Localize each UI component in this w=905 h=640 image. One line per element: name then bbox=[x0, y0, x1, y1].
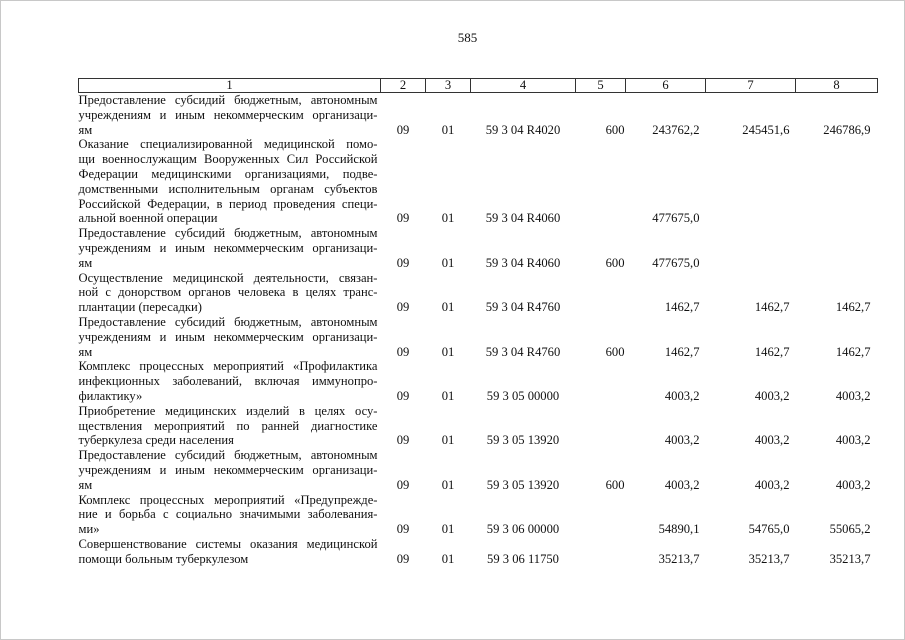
subsection-code: 01 bbox=[441, 477, 455, 492]
description-line: домственными исполнительным органам субъектов bbox=[78, 181, 378, 196]
subsection-code: 01 bbox=[441, 551, 455, 566]
row-description bbox=[79, 315, 381, 359]
expense-type-code: 600 bbox=[605, 477, 625, 492]
section-code: 09 bbox=[396, 522, 410, 537]
expense-type-code: 600 bbox=[605, 255, 625, 270]
description-line: ям bbox=[78, 122, 93, 137]
row-description bbox=[79, 271, 381, 315]
budget-table bbox=[78, 78, 878, 567]
description-line: Комплекс процессных мероприятий «Профилактика bbox=[78, 359, 378, 374]
target-article-code: 59 3 06 11750 bbox=[487, 551, 559, 566]
target-article-code: 59 3 06 00000 bbox=[486, 522, 560, 537]
description-line: помощи больным туберкулезом bbox=[78, 551, 249, 566]
amount-year-2: 1462,7 bbox=[754, 344, 790, 359]
amount-year-1: 1462,7 bbox=[664, 300, 700, 315]
amount-year-2: 4003,2 bbox=[754, 388, 790, 403]
amount-year-3: 246786,9 bbox=[823, 122, 871, 137]
row-description bbox=[79, 493, 381, 537]
amount-year-2: 245451,6 bbox=[742, 122, 790, 137]
description-line: Предоставление субсидий бюджетным, автономным bbox=[78, 314, 378, 329]
amount-year-3: 55065,2 bbox=[829, 522, 871, 537]
amount-year-3: 35213,7 bbox=[829, 551, 871, 566]
description-line: Осуществление медицинской деятельности, связан- bbox=[78, 270, 378, 285]
subsection-code: 01 bbox=[441, 344, 455, 359]
description-line: Предоставление субсидий бюджетным, автономным bbox=[78, 93, 378, 107]
row-description bbox=[79, 359, 381, 403]
amount-year-1: 243762,2 bbox=[652, 122, 700, 137]
amount-year-1: 477675,0 bbox=[652, 255, 700, 270]
section-code: 09 bbox=[396, 211, 410, 226]
row-description bbox=[79, 404, 381, 448]
amount-year-3: 4003,2 bbox=[835, 433, 871, 448]
description-line: филактику» bbox=[78, 388, 143, 403]
amount-year-2: 4003,2 bbox=[754, 433, 790, 448]
description-line: ми» bbox=[78, 522, 100, 537]
target-article-code: 59 3 05 13920 bbox=[486, 477, 560, 492]
subsection-code: 01 bbox=[441, 255, 455, 270]
column-header: 7 bbox=[706, 79, 796, 93]
row-description bbox=[79, 137, 381, 226]
amount-year-1: 54890,1 bbox=[658, 522, 700, 537]
target-article-code: 59 3 04 R4060 bbox=[485, 211, 561, 226]
description-line: ществления мероприятий по ранней диагностике bbox=[78, 418, 378, 433]
section-code: 09 bbox=[396, 388, 410, 403]
page-number: 585 bbox=[457, 30, 478, 45]
section-code: 09 bbox=[396, 255, 410, 270]
table-row bbox=[79, 359, 878, 403]
amount-year-2: 1462,7 bbox=[754, 300, 790, 315]
description-line: инфекционных заболеваний, включая иммунопро- bbox=[78, 374, 378, 389]
amount-year-1: 4003,2 bbox=[664, 433, 700, 448]
column-header: 4 bbox=[471, 79, 576, 93]
target-article-code: 59 3 04 R4760 bbox=[485, 300, 561, 315]
expense-type-code: 600 bbox=[605, 122, 625, 137]
expense-type-code: 600 bbox=[605, 344, 625, 359]
table-row bbox=[79, 137, 878, 226]
table-row bbox=[79, 404, 878, 448]
table-row bbox=[79, 448, 878, 492]
row-description bbox=[79, 226, 381, 270]
table-row bbox=[79, 226, 878, 270]
row-description bbox=[79, 448, 381, 492]
description-line: ям bbox=[78, 344, 93, 359]
column-header: 1 bbox=[79, 79, 381, 93]
section-code: 09 bbox=[396, 477, 410, 492]
row-description bbox=[79, 93, 381, 138]
amount-year-3: 4003,2 bbox=[835, 388, 871, 403]
header-row bbox=[79, 79, 878, 93]
expense-type-code bbox=[576, 404, 626, 448]
amount-year-3 bbox=[796, 137, 878, 226]
description-line: Комплекс процессных мероприятий «Предупрежде- bbox=[78, 492, 378, 507]
amount-year-1: 1462,7 bbox=[664, 344, 700, 359]
amount-year-3: 4003,2 bbox=[835, 477, 871, 492]
description-line: туберкулеза среди населения bbox=[78, 433, 234, 448]
description-line: учреждениям и иным некоммерческим организаци- bbox=[78, 462, 378, 477]
amount-year-2 bbox=[706, 137, 796, 226]
expense-type-code bbox=[576, 359, 626, 403]
amount-year-1: 4003,2 bbox=[664, 477, 700, 492]
amount-year-1: 4003,2 bbox=[664, 388, 700, 403]
table-row bbox=[79, 93, 878, 138]
description-line: Предоставление субсидий бюджетным, автономным bbox=[78, 226, 378, 241]
subsection-code: 01 bbox=[441, 122, 455, 137]
description-line: ям bbox=[78, 255, 93, 270]
target-article-code: 59 3 04 R4760 bbox=[485, 344, 561, 359]
amount-year-2: 35213,7 bbox=[748, 551, 790, 566]
subsection-code: 01 bbox=[441, 300, 455, 315]
description-line: плантации (пересадки) bbox=[78, 300, 202, 315]
subsection-code: 01 bbox=[441, 388, 455, 403]
description-line: учреждениям и иным некоммерческим организаци- bbox=[78, 240, 378, 255]
subsection-code: 01 bbox=[441, 522, 455, 537]
description-line: ям bbox=[78, 477, 93, 492]
expense-type-code bbox=[576, 137, 626, 226]
column-header: 5 bbox=[576, 79, 626, 93]
target-article-code: 59 3 05 13920 bbox=[486, 433, 560, 448]
expense-type-code bbox=[576, 537, 626, 567]
target-article-code: 59 3 04 R4020 bbox=[485, 122, 561, 137]
description-line: учреждениям и иным некоммерческим организаци- bbox=[78, 329, 378, 344]
section-code: 09 bbox=[396, 551, 410, 566]
amount-year-1: 35213,7 bbox=[658, 551, 700, 566]
subsection-code: 01 bbox=[441, 433, 455, 448]
section-code: 09 bbox=[396, 433, 410, 448]
description-line: щи военнослужащим Вооруженных Сил Российской bbox=[78, 152, 378, 167]
subsection-code: 01 bbox=[441, 211, 455, 226]
column-header: 3 bbox=[426, 79, 471, 93]
expense-type-code bbox=[576, 493, 626, 537]
amount-year-2: 54765,0 bbox=[748, 522, 790, 537]
row-description bbox=[79, 537, 381, 567]
amount-year-1: 477675,0 bbox=[652, 211, 700, 226]
description-line: Совершенствование системы оказания медицинской bbox=[78, 536, 378, 551]
section-code: 09 bbox=[396, 344, 410, 359]
amount-year-2 bbox=[706, 226, 796, 270]
column-header: 2 bbox=[381, 79, 426, 93]
table-row bbox=[79, 493, 878, 537]
target-article-code: 59 3 04 R4060 bbox=[485, 255, 561, 270]
amount-year-3 bbox=[796, 226, 878, 270]
description-line: Приобретение медицинских изделий в целях осу- bbox=[78, 403, 378, 418]
description-line: ние и борьба с социально значимыми заболевания- bbox=[78, 507, 378, 522]
column-header: 8 bbox=[796, 79, 878, 93]
column-header: 6 bbox=[626, 79, 706, 93]
expense-type-code bbox=[576, 271, 626, 315]
description-line: Оказание специализированной медицинской помо- bbox=[78, 137, 378, 152]
description-line: ной с донорством органов человека в целях транс- bbox=[78, 285, 378, 300]
amount-year-3: 1462,7 bbox=[835, 344, 871, 359]
section-code: 09 bbox=[396, 300, 410, 315]
description-line: Российской Федерации, в период проведения специ- bbox=[78, 196, 378, 211]
description-line: учреждениям и иным некоммерческим организаци- bbox=[78, 107, 378, 122]
description-line: Федерации медицинскими организациями, подве- bbox=[78, 166, 378, 181]
amount-year-2: 4003,2 bbox=[754, 477, 790, 492]
table-row bbox=[79, 315, 878, 359]
description-line: альной военной операции bbox=[78, 211, 218, 226]
amount-year-3: 1462,7 bbox=[835, 300, 871, 315]
target-article-code: 59 3 05 00000 bbox=[486, 388, 560, 403]
table-row bbox=[79, 537, 878, 567]
section-code: 09 bbox=[396, 122, 410, 137]
description-line: Предоставление субсидий бюджетным, автономным bbox=[78, 448, 378, 463]
table-row bbox=[79, 271, 878, 315]
